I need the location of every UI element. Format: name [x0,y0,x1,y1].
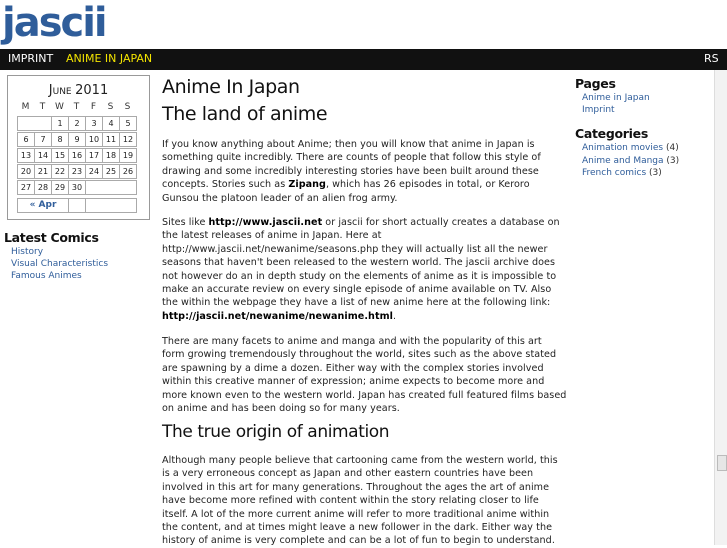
nav-item-imprint[interactable]: IMPRINT [8,52,54,65]
latest-comics-link-history[interactable]: History [11,247,44,257]
article-title: Anime In Japan [162,76,300,98]
calendar-day: 8 [51,132,69,147]
rss-link[interactable]: RS [704,52,719,65]
calendar-day: 13 [17,148,35,163]
category-link-anime-and-manga[interactable]: Anime and Manga [582,156,664,166]
calendar-weekday: F [90,102,97,112]
latest-comics-link-visual-characteristics[interactable]: Visual Characteristics [11,259,109,269]
calendar-widget [7,75,150,220]
pages-link-imprint[interactable]: Imprint [582,105,615,115]
calendar-day: 4 [102,116,120,131]
calendar-day: 3 [85,116,103,131]
site-logo[interactable]: jascii [2,0,106,46]
calendar-prev-month-link[interactable]: « Apr [17,198,69,213]
calendar-day: 5 [119,116,137,131]
calendar-day: 22 [51,164,69,179]
article-paragraph-3: There are many facets to anime and manga and with the popularity of this art form growing tremendously throughout the world, sites such as the above stated are spawning by a dime a dozen. Either way with the complex stories involved within this creative manner of expression; anime expects to become more and more known even to the western world. Japan has created full featured films based on anime and has been doing so for many years. [162,336,567,415]
bold-link-newanime: http://jascii.net/newanime/newanime.html [162,310,393,322]
calendar-day: 14 [34,148,52,163]
calendar-day: 23 [68,164,86,179]
calendar-weekday: W [55,102,64,112]
calendar-day: 18 [102,148,120,163]
calendar-day: 16 [68,148,86,163]
calendar-nav-spacer [68,198,86,213]
category-item-french-comics [582,167,662,179]
categories-title: Categories [575,126,648,141]
category-count: (3) [666,156,680,166]
article-paragraph-1: If you know anything about Anime; then you will know that anime in Japan is something quite incredibly. There are counts of people that follow this style of drawing and some incredibly interesting stories have been built around these concepts. Stories such as Zipang, which has 26 episodes in total, or Keroro Gunsou the platoon leader of an alien frog army. [162,139,541,204]
calendar-weekday: T [39,102,46,112]
calendar-day: 1 [51,116,69,131]
category-count: (4) [665,143,679,153]
nav-item-anime-in-japan[interactable]: ANIME IN JAPAN [66,52,153,65]
calendar-day: 24 [85,164,103,179]
category-item-anime-and-manga [582,155,679,167]
category-item-animation-movies [582,142,679,154]
calendar-day: 21 [34,164,52,179]
calendar-empty-cell [85,180,137,195]
calendar-day: 2 [68,116,86,131]
calendar-day: 20 [17,164,35,179]
category-link-animation-movies[interactable]: Animation movies [582,143,664,153]
scrollbar-thumb[interactable] [717,455,727,471]
calendar-day: 30 [68,180,86,195]
category-link-french-comics[interactable]: French comics [582,168,647,178]
calendar-day: 28 [34,180,52,195]
calendar-day: 27 [17,180,35,195]
calendar-empty-cell [17,116,52,131]
calendar-weekday: T [73,102,80,112]
pages-title: Pages [575,76,616,91]
top-navbar [0,49,727,70]
calendar-day: 10 [85,132,103,147]
calendar-day: 19 [119,148,137,163]
latest-comics-title: Latest Comics [4,230,99,245]
calendar-next-month-placeholder [85,198,137,213]
calendar-day: 25 [102,164,120,179]
article-paragraph-2: Sites like http://www.jascii.net or jascii for short actually creates a database on the latest releases of anime in Japan. Here at http://www.jascii.net/newanime/seasons.php they will actually list all the newer seasons that haven't been released to the western world. The jascii archive does not however do an in depth study on the elements of anime as it is impossible to make an accurate review on every single episode of anime available on TV. Also the within the webpage they have a list of new anime here at the following link: http://jascii.net/newanime/newanime.html. [162,217,560,322]
category-count: (3) [649,168,662,178]
bold-zipang: Zipang [288,179,326,191]
bold-link-jascii: http://www.jascii.net [208,217,323,228]
pages-link-anime-in-japan[interactable]: Anime in Japan [582,93,650,103]
calendar-day: 6 [17,132,35,147]
calendar-day: 26 [119,164,137,179]
calendar-day: 15 [51,148,69,163]
page-scrollbar[interactable] [714,70,727,545]
calendar-weekday: S [107,102,114,112]
calendar-day: 9 [68,132,86,147]
calendar-day: 11 [102,132,120,147]
article-paragraph-4: Although many people believe that cartooning came from the western world, this is a very erroneous concept as Japan and other eastern countries have been involved in this art for many generations. Throughout the ages the art of anime have become more refined with content within the story relating closer to life itself. A lot of the more current anime will refer to more traditional anime within the content, and at times might leave a new follower in the dark. Either way the history of anime is very complete and can be a lot of fun to begin to understand. [162,455,558,547]
calendar-weekday: M [21,102,30,112]
calendar-day: 17 [85,148,103,163]
calendar-day: 29 [51,180,69,195]
calendar-caption: JUNE 2011 [48,83,109,98]
section-heading-true-origin: The true origin of animation [162,422,390,442]
calendar-day: 7 [34,132,52,147]
calendar-weekday: S [124,102,131,112]
article-subtitle: The land of anime [162,103,328,125]
calendar-day: 12 [119,132,137,147]
latest-comics-link-famous-animes[interactable]: Famous Animes [11,271,82,281]
